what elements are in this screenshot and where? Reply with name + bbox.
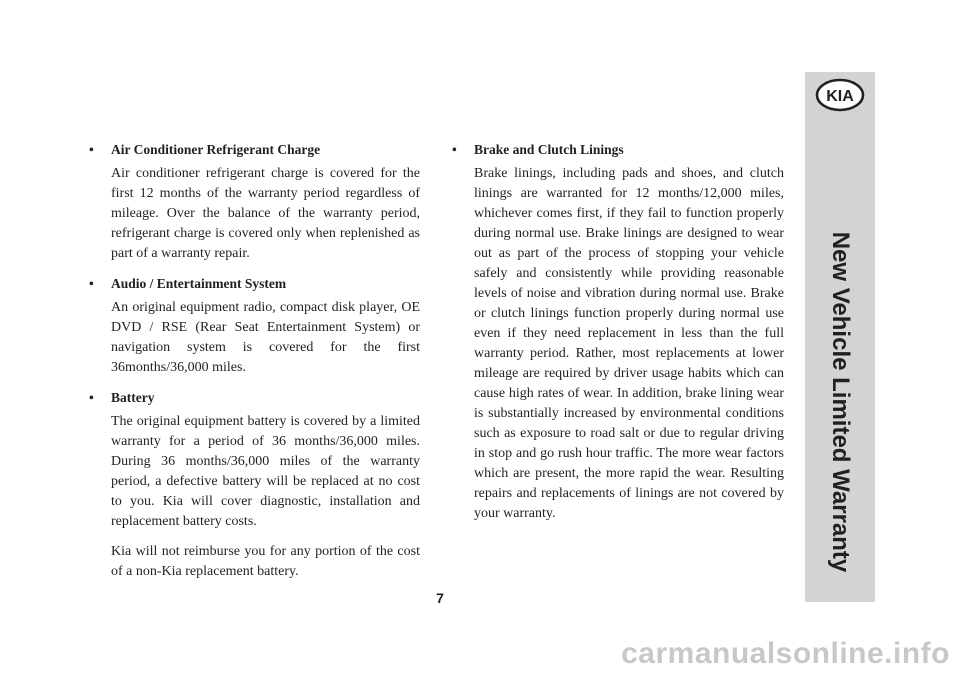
kia-logo-icon: [815, 78, 865, 112]
paragraph: The original equipment battery is covered by a limited warranty for a period of 36 months/36,000 miles. During 36 months/36,000 miles of the warranty period, a defective battery will be replaced at no cost to you. Kia will cover diagnostic, installation and replacement battery costs.: [111, 414, 420, 529]
section-heading: [89, 140, 420, 160]
section-audio: [89, 274, 420, 378]
paragraph: Air conditioner refrigerant charge is covered for the first 12 months of the warranty period regardless of mileage. Over the balance of the warranty period, refrigerant charge is covered only when replenished as part of a warranty repair.: [111, 166, 420, 261]
section-heading: [452, 140, 784, 160]
heading-text: Battery: [111, 390, 155, 405]
section-air-conditioner: [89, 140, 420, 264]
heading-text: Brake and Clutch Linings: [474, 142, 624, 157]
page-number: 7: [436, 590, 444, 606]
section-heading: [89, 388, 420, 408]
section-brake-clutch: [452, 140, 784, 524]
heading-text: Air Conditioner Refrigerant Charge: [111, 142, 321, 157]
section-battery: [89, 388, 420, 582]
paragraph: Kia will not reimburse you for any portion of the cost of a non-Kia replacement battery.: [111, 544, 420, 579]
heading-text: Audio / Entertainment System: [111, 276, 287, 291]
bullet: •: [89, 142, 94, 157]
sidebar-title: New Vehicle Limited Warranty: [827, 231, 854, 573]
left-column: [89, 140, 420, 592]
bullet: •: [452, 142, 457, 157]
paragraph: Brake linings, including pads and shoes, and clutch linings are warranted for 12 months/12,000 miles, whichever comes first, if they fail to function properly during normal use. Brake linings are designed to wear out as part of the process of stopping your vehicle safely and consistently while providing reasonable levels of noise and vibration during normal use. Brake or clutch linings function properly during normal use even if they need replacement in less than the full warranty period. Rather, most replacements at lower mileage are required by driver usage habits which can cause high rates of wear. In addition, brake lining wear is substantially increased by environmental conditions such as exposure to road salt or due to regular driving in stop and go rush hour traffic. The more wear factors which are present, the more rapid the wear. Resulting repairs and replacements of linings are not covered by your warranty.: [474, 166, 784, 521]
watermark: carmanualsonline.info: [621, 637, 950, 670]
paragraph: An original equipment radio, compact disk player, OE DVD / RSE (Rear Seat Entertainment System) or navigation system is covered for the first 36months/36,000 miles.: [111, 300, 420, 375]
section-heading: [89, 274, 420, 294]
bullet: •: [89, 276, 94, 291]
logo-text: KIA: [826, 88, 854, 105]
bullet: •: [89, 390, 94, 405]
chapter-sidebar: [805, 72, 875, 602]
right-column: [452, 140, 784, 534]
